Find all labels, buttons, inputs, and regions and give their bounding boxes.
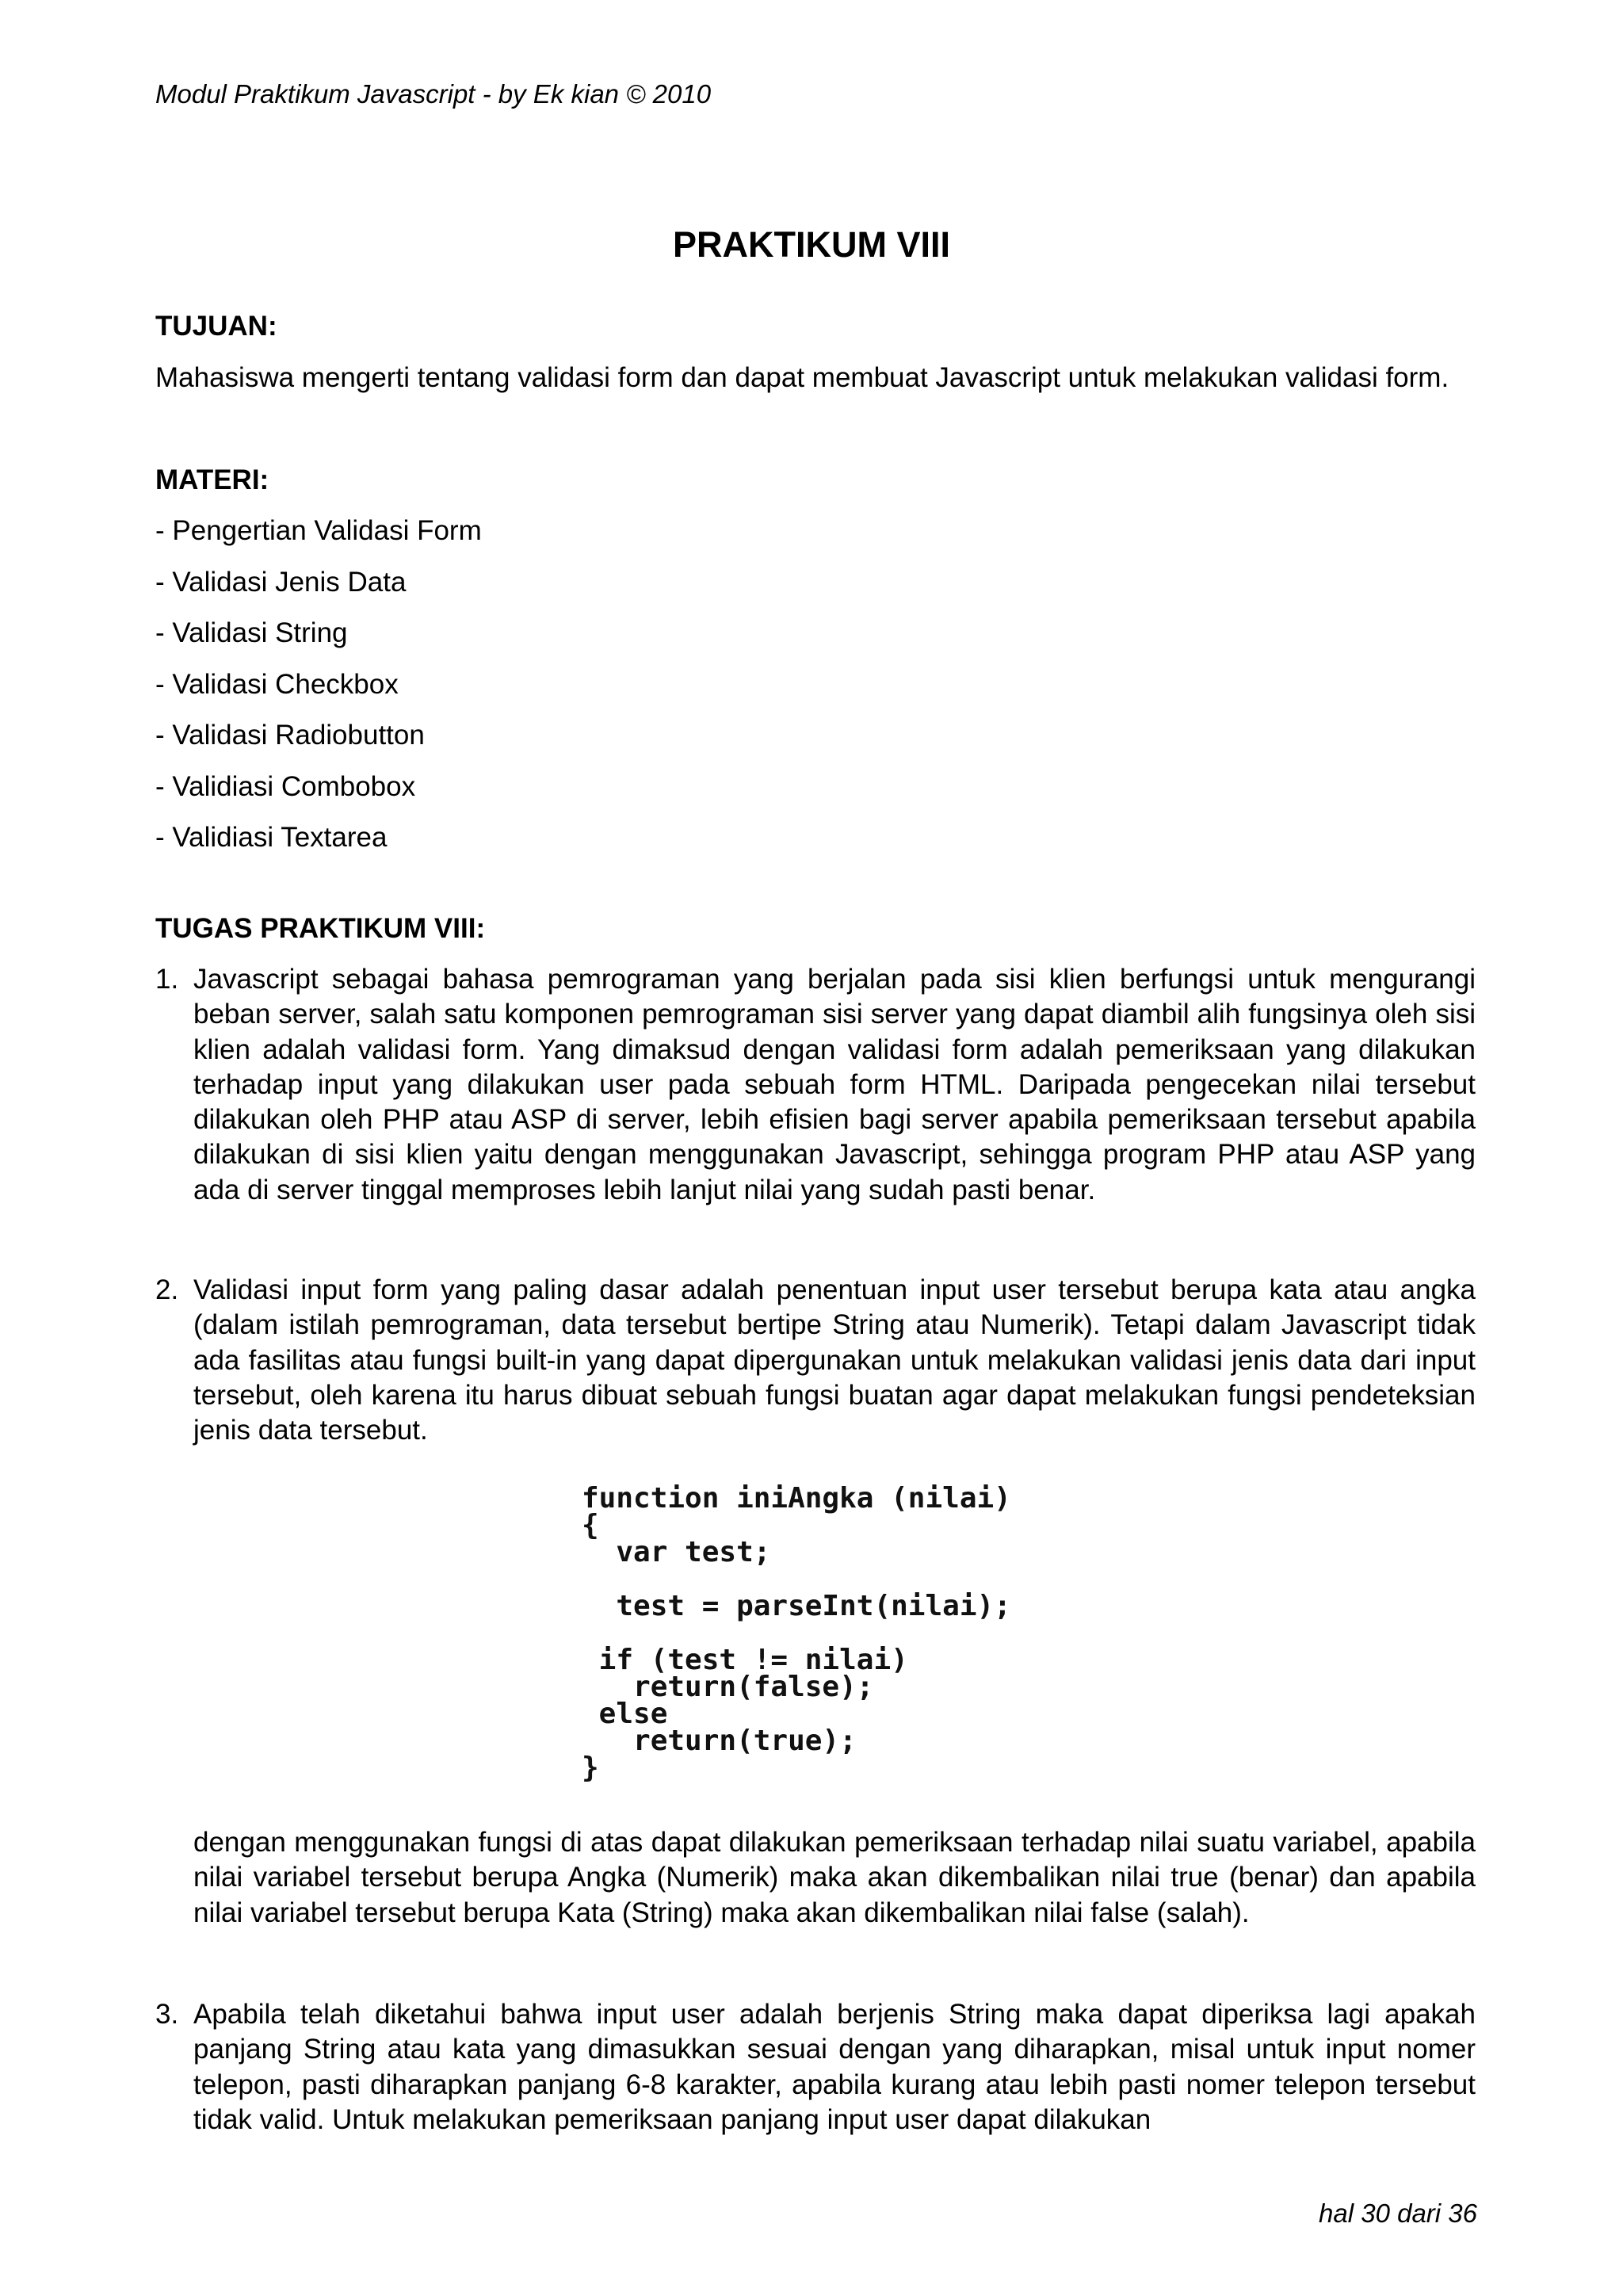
code-line: }	[582, 1752, 599, 1784]
materi-heading: MATERI:	[155, 464, 269, 495]
materi-item: - Validasi Jenis Data	[155, 566, 407, 598]
materi-item: - Pengertian Validasi Form	[155, 515, 482, 546]
code-block	[582, 1482, 1011, 1807]
running-header: Modul Praktikum Javascript - by Ek kian © 2010	[155, 79, 712, 109]
tujuan-heading: TUJUAN:	[155, 311, 277, 342]
after-code-text: dengan menggunakan fungsi di atas dapat dilakukan pemeriksaan terhadap nilai suatu variabel, apabila nilai variabel tersebut berupa Angka (Numerik) maka akan dikembalikan nilai true (benar) dan apabila nilai variabel tersebut berupa Kata (String) maka akan dikembalikan nilai false (salah).	[193, 1827, 1476, 1928]
item-number: 2.	[155, 1274, 179, 1305]
tugas-item-3	[155, 1997, 1476, 2137]
code-line: else	[582, 1698, 668, 1730]
page-title: PRAKTIKUM VIII	[672, 224, 950, 265]
page-number: hal 30 dari 36	[1319, 2199, 1477, 2228]
tugas-item-2	[155, 1273, 1476, 1448]
materi-item: - Validasi Checkbox	[155, 668, 399, 700]
tugas-item-1	[155, 962, 1476, 1208]
item-text: Validasi input form yang paling dasar adalah penentuan input user tersebut berupa kata atau angka (dalam istilah pemrograman, data tersebut bertipe String atau Numerik). Tetapi dalam Javascript tidak ada fasilitas atau fungsi built-in yang dapat dipergunakan untuk melakukan validasi jenis data dari input tersebut, oleh karena itu harus dibuat sebuah fungsi buatan agar dapat melakukan fungsi pendeteksian jenis data tersebut.	[193, 1274, 1476, 1446]
code-line: return(true);	[582, 1725, 857, 1757]
materi-item: - Validiasi Textarea	[155, 822, 388, 853]
item-number: 3.	[155, 1999, 179, 2030]
item-text: Apabila telah diketahui bahwa input user adalah berjenis String maka dapat diperiksa lagi apakah panjang String atau kata yang dimasukkan sesuai dengan yang diharapkan, misal untuk input nomer telepon, pasti diharapkan panjang 6-8 karakter, apabila kurang atau lebih pasti nomer telepon tersebut tidak valid. Untuk melakukan pemeriksaan panjang input user dapat dilakukan	[193, 1999, 1476, 2135]
code-line: return(false);	[582, 1671, 874, 1703]
item-text: Javascript sebagai bahasa pemrograman yang berjalan pada sisi klien berfungsi untuk mengurangi beban server, salah satu komponen pemrograman sisi server yang dapat diambil alih fungsinya oleh sisi klien adalah validasi form. Yang dimaksud dengan validasi form adalah pemeriksaan yang dilakukan terhadap input yang dilakukan user pada sebuah form HTML. Daripada pengecekan nilai tersebut dilakukan oleh PHP atau ASP di server, lebih efisien bagi server apabila pemeriksaan tersebut apabila dilakukan di sisi klien yaitu dengan menggunakan Javascript, sehingga program PHP atau ASP yang ada di server tinggal memproses lebih lanjut nilai yang sudah pasti benar.	[193, 964, 1476, 1205]
materi-list	[155, 514, 482, 872]
tujuan-text: Mahasiswa mengerti tentang validasi form dan dapat membuat Javascript untuk melakukan validasi form.	[155, 362, 1449, 393]
item-number: 1.	[155, 964, 179, 995]
code-line: test = parseInt(nilai);	[582, 1590, 1011, 1622]
materi-item: - Validasi Radiobutton	[155, 720, 425, 751]
code-line: {	[582, 1509, 599, 1541]
materi-item: - Validasi String	[155, 617, 348, 648]
code-line: if (test != nilai)	[582, 1644, 908, 1676]
code-line: var test;	[582, 1536, 771, 1568]
materi-item: - Validiasi Combobox	[155, 770, 416, 802]
tugas-heading: TUGAS PRAKTIKUM VIII:	[155, 913, 486, 944]
code-line: function iniAngka (nilai)	[582, 1482, 1011, 1515]
